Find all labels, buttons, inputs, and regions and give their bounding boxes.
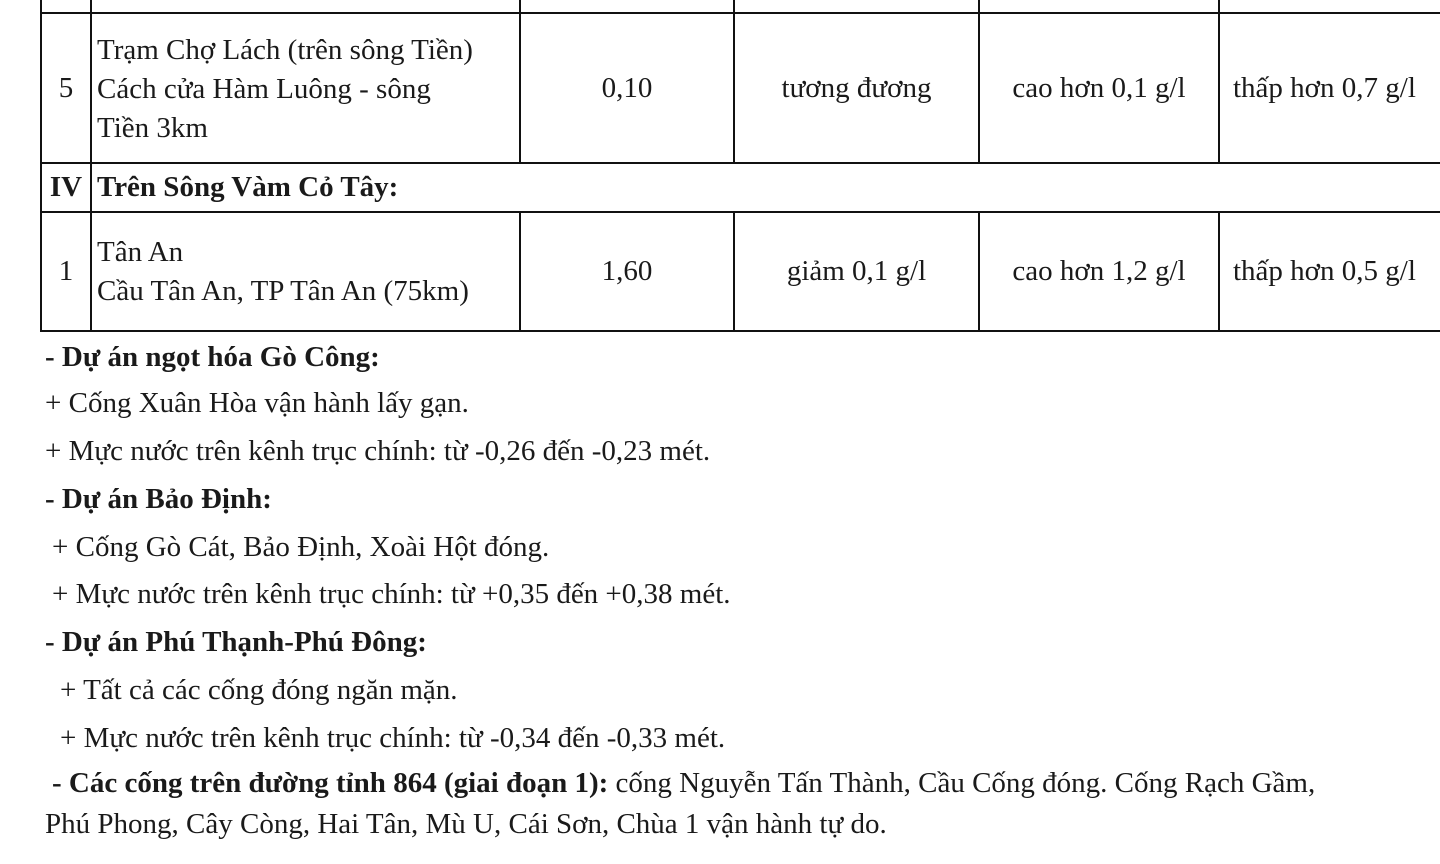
note-paragraph-continued: Phú Phong, Cây Còng, Hai Tân, Mù U, Cái Sơn, Chùa 1 vận hành tự do. [45,808,887,840]
comparison-b: thấp hơn 0,7 g/l [1233,71,1416,104]
comparison-a: cao hơn 0,1 g/l [1012,71,1186,104]
note-item: + Cống Gò Cát, Bảo Định, Xoài Hột đóng. [52,531,550,563]
row-number: 1 [58,255,74,287]
station-name: Cách cửa Hàm Luông - sông [97,73,431,105]
station-name: Tiền 3km [97,112,208,144]
station-name: Cầu Tân An, TP Tân An (75km) [97,275,469,307]
note-paragraph [52,765,1315,801]
note-body-text: cống Nguyễn Tấn Thành, Cầu Cống đóng. Cống Rạch Gầm, [608,767,1316,799]
note-item: + Cống Xuân Hòa vận hành lấy gạn. [45,387,469,419]
note-heading-text: - Dự án Phú Thạnh-Phú Đông: [45,626,427,658]
salinity-change: tương đương [781,71,932,104]
note-item: + Tất cả các cống đóng ngăn mặn. [60,674,458,706]
section-title: Trên Sông Vàm Cỏ Tây: [97,171,399,203]
table-rule [90,0,92,332]
table-rule [40,330,1440,332]
note-item: + Mực nước trên kênh trục chính: từ +0,35 đến +0,38 mét. [52,578,731,610]
note-heading-text: - Dự án ngọt hóa Gò Công: [45,341,380,373]
salinity-value: 1,60 [601,255,653,287]
section-number: IV [49,171,83,203]
note-heading-text: - Các cống trên đường tỉnh 864 (giai đoạn 1): [52,767,609,799]
note-heading [45,624,427,660]
salinity-value: 0,10 [601,71,653,104]
note-heading [45,481,272,517]
station-name: Trạm Chợ Lách (trên sông Tiền) [97,34,473,66]
salinity-change: giảm 0,1 g/l [786,255,927,287]
station-name: Tân An [97,236,184,268]
note-item: + Mực nước trên kênh trục chính: từ -0,34 đến -0,33 mét. [60,722,726,754]
note-item: + Mực nước trên kênh trục chính: từ -0,26 đến -0,23 mét. [45,435,711,467]
table-rule [40,162,1440,164]
note-heading-text: - Dự án Bảo Định: [45,483,272,515]
note-heading [45,339,380,375]
row-number: 5 [58,71,74,104]
comparison-a: cao hơn 1,2 g/l [1012,255,1186,287]
comparison-b: thấp hơn 0,5 g/l [1233,255,1416,287]
